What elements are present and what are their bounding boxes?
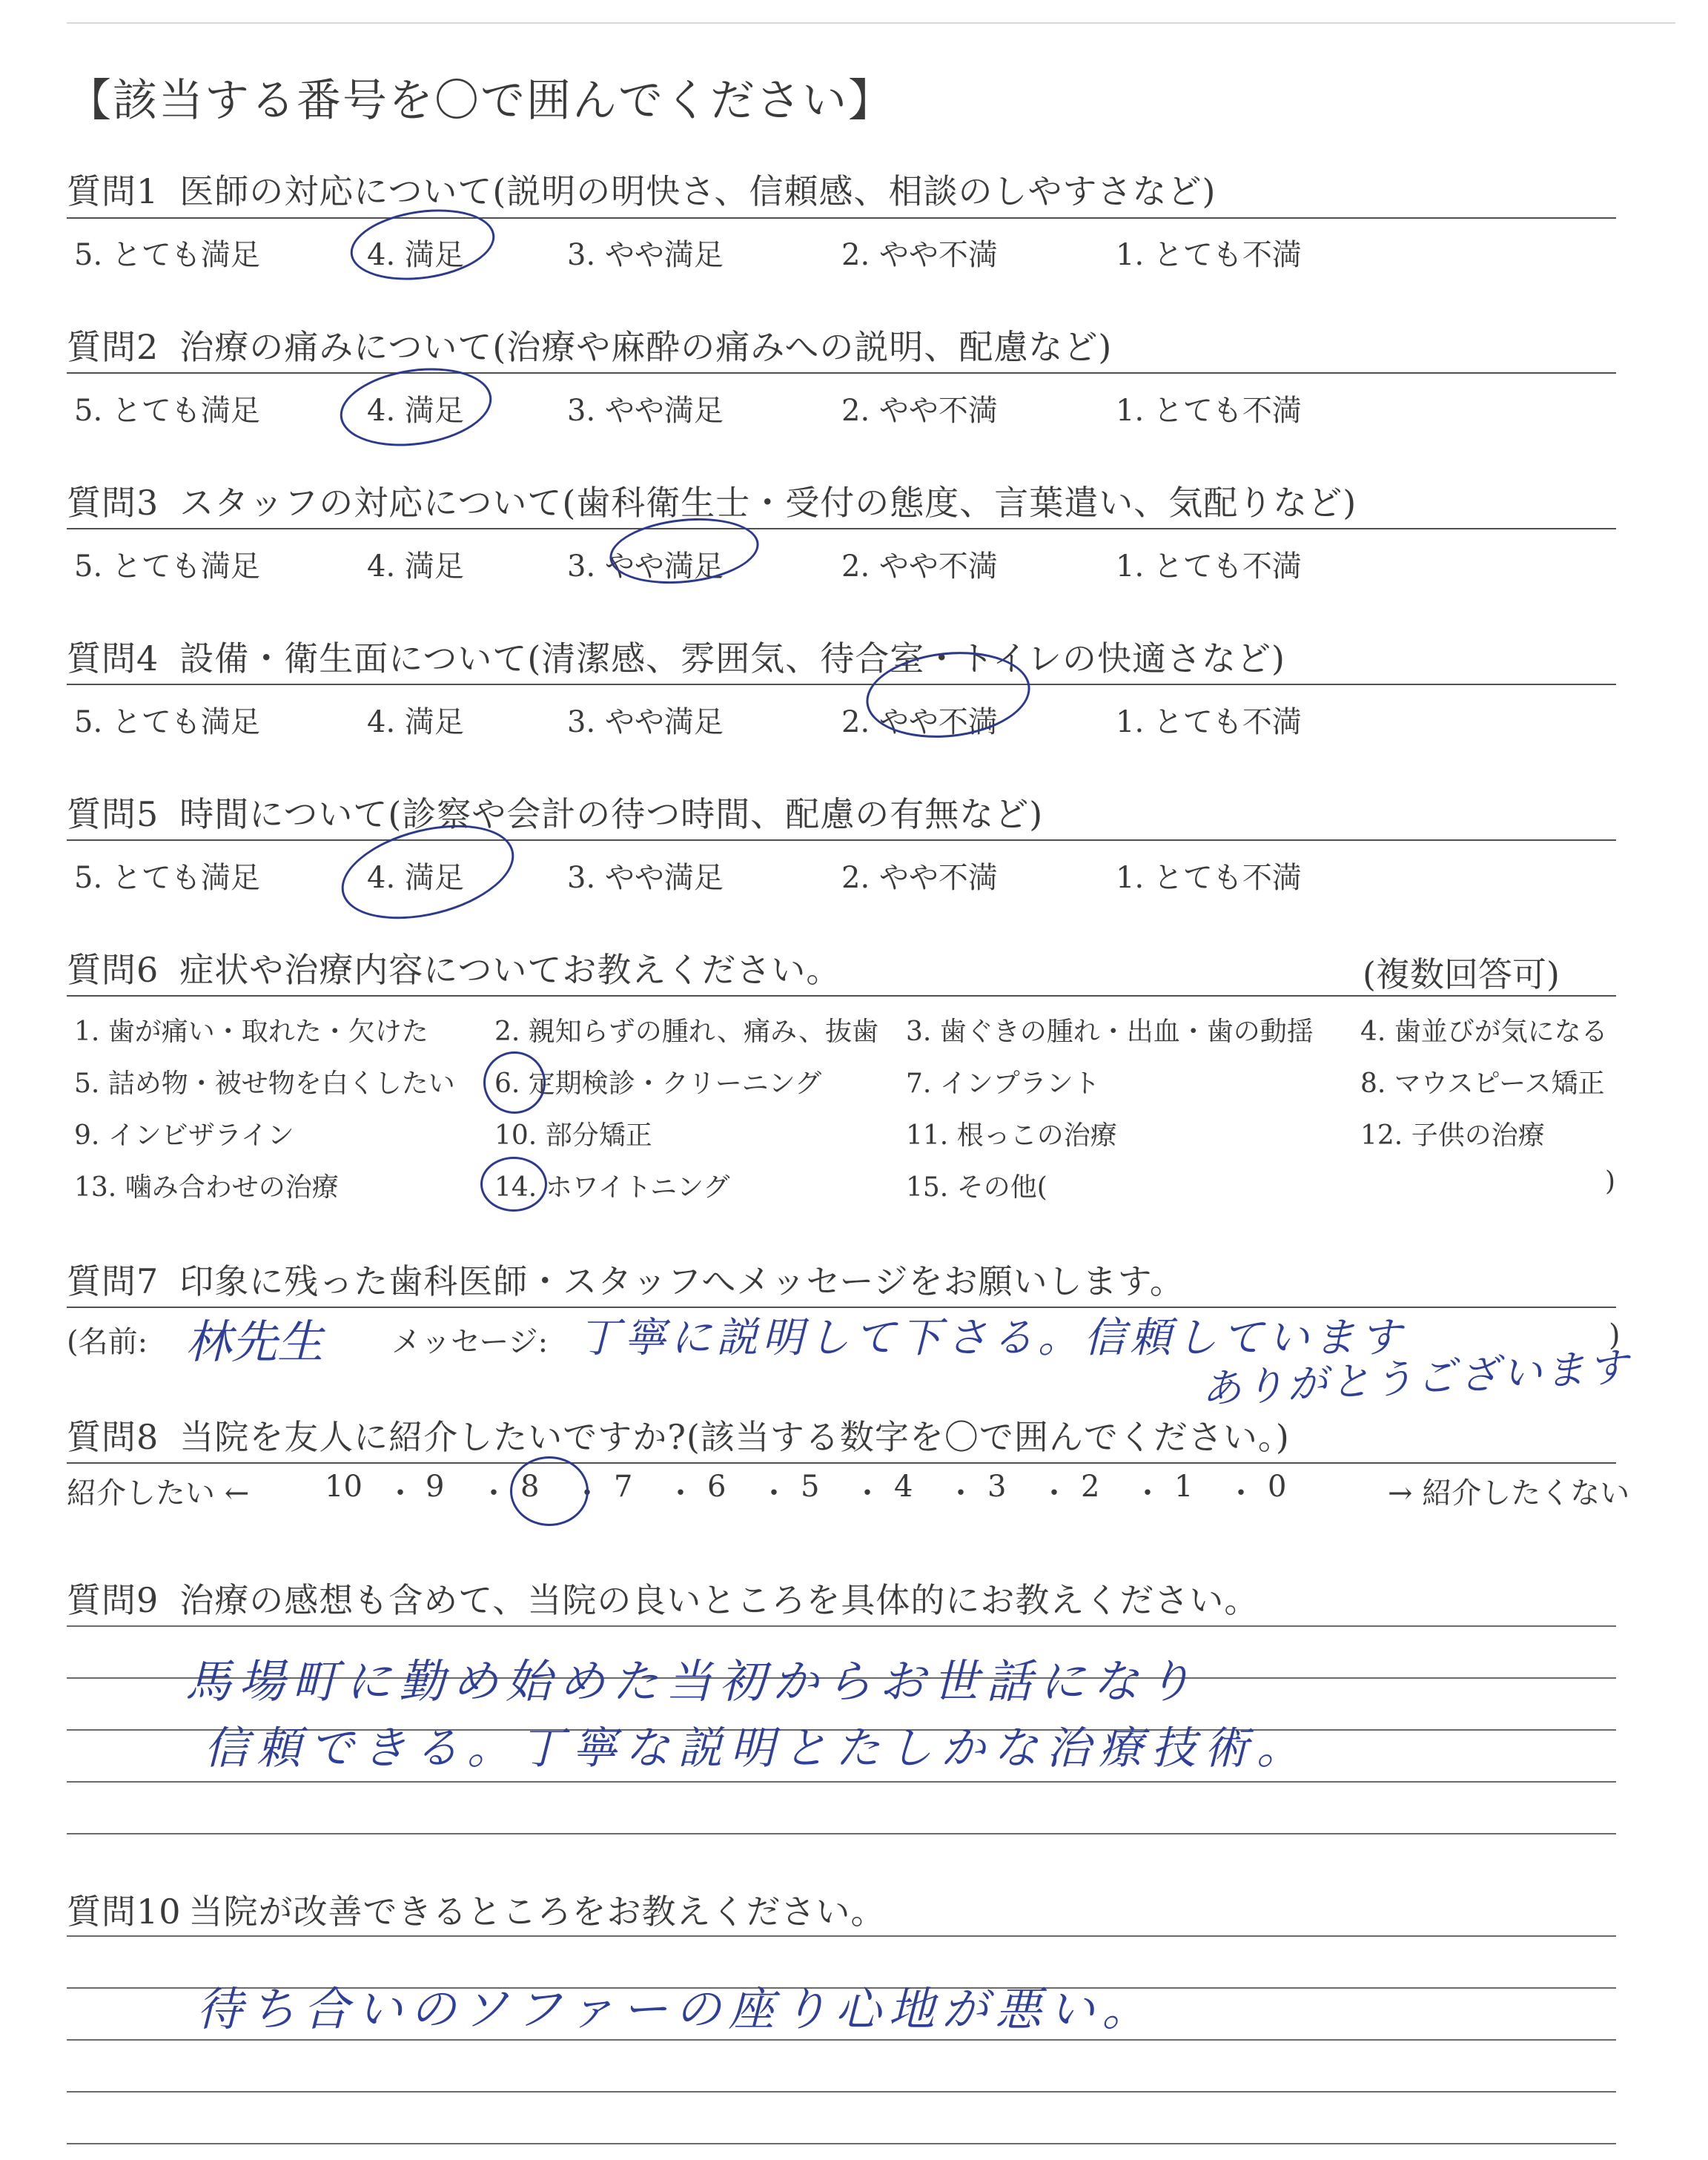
treatment-option[interactable]: 13. 噛み合わせの治療 — [74, 1172, 339, 1203]
question-9 — [67, 1573, 1259, 1622]
treatment-option[interactable]: 9. インビザライン — [74, 1120, 294, 1151]
treatment-option[interactable]: 2. 親知らずの腫れ、痛み、抜歯 — [494, 1017, 879, 1047]
scale-separator: ・ — [479, 1476, 509, 1510]
treatment-option[interactable]: 14. ホワイトニング — [494, 1172, 730, 1203]
scale-separator: ・ — [1039, 1476, 1069, 1510]
treatment-option[interactable]: 6. 定期検診・クリーニング — [494, 1069, 822, 1099]
question-text: 症状や治療内容についてお教えください。 — [179, 950, 841, 990]
scale-number[interactable]: 2 — [1081, 1470, 1100, 1504]
option-2[interactable]: 2. やや不満 — [841, 394, 998, 428]
question-text: 医師の対応について(説明の明快さ、信頼感、相談のしやすさなど) — [179, 171, 1217, 211]
answer-line — [67, 1781, 1616, 1783]
scale-number[interactable]: 8 — [520, 1470, 540, 1504]
referral-scale — [67, 1470, 1630, 1510]
scale-separator: ・ — [1226, 1476, 1256, 1510]
scale-number[interactable]: 9 — [426, 1470, 445, 1504]
option-1[interactable]: 1. とても不満 — [1116, 238, 1302, 272]
question-text: 治療の感想も含めて、当院の良いところを具体的にお教えください。 — [179, 1580, 1260, 1620]
page-heading: 【該当する番号を〇で囲んでください】 — [67, 75, 894, 127]
treatment-option[interactable]: 5. 詰め物・被せ物を白くしたい — [74, 1069, 455, 1099]
option-4[interactable]: 4. 満足 — [367, 705, 464, 739]
treatment-option[interactable]: 12. 子供の治療 — [1360, 1120, 1545, 1151]
name-label: (名前: — [67, 1325, 148, 1359]
question-divider — [67, 528, 1616, 529]
option-2[interactable]: 2. やや不満 — [841, 705, 998, 739]
option-2[interactable]: 2. やや不満 — [841, 861, 998, 895]
handwritten-answer-line-2: 信頼できる。丁寧な説明とたしかな治療技術。 — [204, 1723, 1309, 1774]
handwritten-answer-line-1: 馬場町に勤め始めた当初からお世話になり — [185, 1654, 1200, 1708]
handwritten-name: 林先生 — [185, 1315, 324, 1369]
option-5[interactable]: 5. とても満足 — [74, 238, 260, 272]
option-3[interactable]: 3. やや満足 — [567, 861, 724, 895]
option-3[interactable]: 3. やや満足 — [567, 705, 724, 739]
answer-line — [67, 1935, 1616, 1937]
treatment-option[interactable]: 7. インプラント — [906, 1069, 1100, 1099]
option-5[interactable]: 5. とても満足 — [74, 394, 260, 428]
message-close-paren: ) — [1609, 1318, 1621, 1353]
option-3[interactable]: 3. やや満足 — [567, 394, 724, 428]
question-divider — [67, 995, 1616, 997]
option-4[interactable]: 4. 満足 — [367, 394, 464, 428]
scale-number[interactable]: 5 — [801, 1470, 820, 1504]
question-number: 質問6 — [67, 950, 159, 990]
question-7 — [67, 1255, 1185, 1304]
answer-line — [67, 2143, 1616, 2144]
scale-number[interactable]: 6 — [707, 1470, 726, 1504]
option-5[interactable]: 5. とても満足 — [74, 549, 260, 584]
question-text: 治療の痛みについて(治療や麻酔の痛みへの説明、配慮など) — [179, 327, 1113, 367]
option-1[interactable]: 1. とても不満 — [1116, 861, 1302, 895]
option-2[interactable]: 2. やや不満 — [841, 238, 998, 272]
option-5[interactable]: 5. とても満足 — [74, 861, 260, 895]
option-4[interactable]: 4. 満足 — [367, 549, 464, 584]
question-text: スタッフの対応について(歯科衛生士・受付の態度、言葉遣い、気配りなど) — [179, 483, 1357, 523]
scale-separator: ・ — [1133, 1476, 1162, 1510]
question-4 — [67, 632, 1285, 681]
option-3[interactable]: 3. やや満足 — [567, 238, 724, 272]
other-close-paren: ) — [1605, 1166, 1616, 1197]
handwritten-answer-line-1: 待ち合いのソファーの座り心地が悪い。 — [196, 1982, 1156, 2036]
option-3[interactable]: 3. やや満足 — [567, 549, 724, 584]
question-divider — [67, 684, 1616, 685]
scale-separator: ・ — [385, 1476, 415, 1510]
treatment-option[interactable]: 10. 部分矯正 — [494, 1120, 652, 1151]
selection-circle — [483, 1051, 546, 1114]
top-border — [67, 22, 1675, 24]
question-number: 質問7 — [67, 1261, 159, 1301]
option-5[interactable]: 5. とても満足 — [74, 705, 260, 739]
option-2[interactable]: 2. やや不満 — [841, 549, 998, 584]
option-1[interactable]: 1. とても不満 — [1116, 705, 1302, 739]
scale-separator: ・ — [853, 1476, 882, 1510]
option-1[interactable]: 1. とても不満 — [1116, 549, 1302, 584]
answer-line — [67, 1625, 1616, 1627]
answer-line — [67, 1833, 1616, 1834]
question-text: 印象に残った歯科医師・スタッフへメッセージをお願いします。 — [179, 1261, 1185, 1301]
handwritten-message-line-2: ありがとうございます — [1199, 1343, 1632, 1413]
selection-circle — [480, 1157, 547, 1212]
question-divider — [67, 1462, 1616, 1464]
answer-line — [67, 2039, 1616, 2041]
message-label: メッセージ: — [391, 1325, 549, 1359]
option-4[interactable]: 4. 満足 — [367, 238, 464, 272]
question-2 — [67, 320, 1112, 369]
question-text: 時間について(診察や会計の待つ時間、配慮の有無など) — [179, 794, 1044, 834]
question-1 — [67, 165, 1216, 214]
question-number: 質問1 — [67, 171, 159, 211]
option-4[interactable]: 4. 満足 — [367, 861, 464, 895]
question-8 — [67, 1410, 1290, 1459]
treatment-option[interactable]: 3. 歯ぐきの腫れ・出血・歯の動揺 — [906, 1017, 1314, 1047]
question-6 — [67, 943, 841, 992]
question-text: 当院を友人に紹介したいですか?(該当する数字を〇で囲んでください。) — [179, 1417, 1290, 1457]
treatment-option[interactable]: 4. 歯並びが気になる — [1360, 1017, 1608, 1047]
question-3 — [67, 476, 1357, 525]
question-number: 質問4 — [67, 638, 159, 678]
question-divider — [67, 839, 1616, 841]
question-number: 質問5 — [67, 794, 159, 834]
multiple-answers-note: (複数回答可) — [1363, 954, 1560, 994]
question-text: 設備・衛生面について(清潔感、雰囲気、待合室・トイレの快適さなど) — [179, 638, 1285, 678]
treatment-option[interactable]: 15. その他( — [906, 1172, 1047, 1203]
scale-separator: ・ — [666, 1476, 695, 1510]
question-number: 質問3 — [67, 483, 159, 523]
scale-number[interactable]: 7 — [614, 1470, 633, 1504]
scale-right-label: → 紹介したくない — [1388, 1476, 1630, 1510]
scale-left-label: 紹介したい ← — [67, 1476, 250, 1510]
selection-circle — [510, 1456, 589, 1526]
question-text: 当院が改善できるところをお教えください。 — [188, 1892, 886, 1932]
scale-number[interactable]: 0 — [1268, 1470, 1287, 1504]
question-number: 質問9 — [67, 1580, 159, 1620]
scale-number[interactable]: 1 — [1174, 1470, 1194, 1504]
treatment-option[interactable]: 11. 根っこの治療 — [906, 1120, 1117, 1151]
option-1[interactable]: 1. とても不満 — [1116, 394, 1302, 428]
answer-line — [67, 2091, 1616, 2093]
question-number: 質問8 — [67, 1417, 159, 1457]
question-number: 質問10 — [67, 1892, 182, 1932]
handwritten-message-line-1: 丁寧に説明して下さる。信頼しています — [578, 1314, 1406, 1362]
scale-number[interactable]: 10 — [325, 1470, 363, 1504]
selection-circle — [346, 201, 500, 288]
question-divider — [67, 372, 1616, 374]
scale-number[interactable]: 3 — [987, 1470, 1007, 1504]
scale-separator: ・ — [572, 1476, 602, 1510]
scale-number[interactable]: 4 — [894, 1470, 913, 1504]
question-number: 質問2 — [67, 327, 159, 367]
question-5 — [67, 787, 1043, 836]
scale-separator: ・ — [759, 1476, 789, 1510]
treatment-option[interactable]: 8. マウスピース矯正 — [1360, 1069, 1605, 1099]
question-divider — [67, 217, 1616, 219]
question-10 — [67, 1885, 886, 1934]
scale-separator: ・ — [946, 1476, 976, 1510]
treatment-option[interactable]: 1. 歯が痛い・取れた・欠けた — [74, 1017, 428, 1047]
